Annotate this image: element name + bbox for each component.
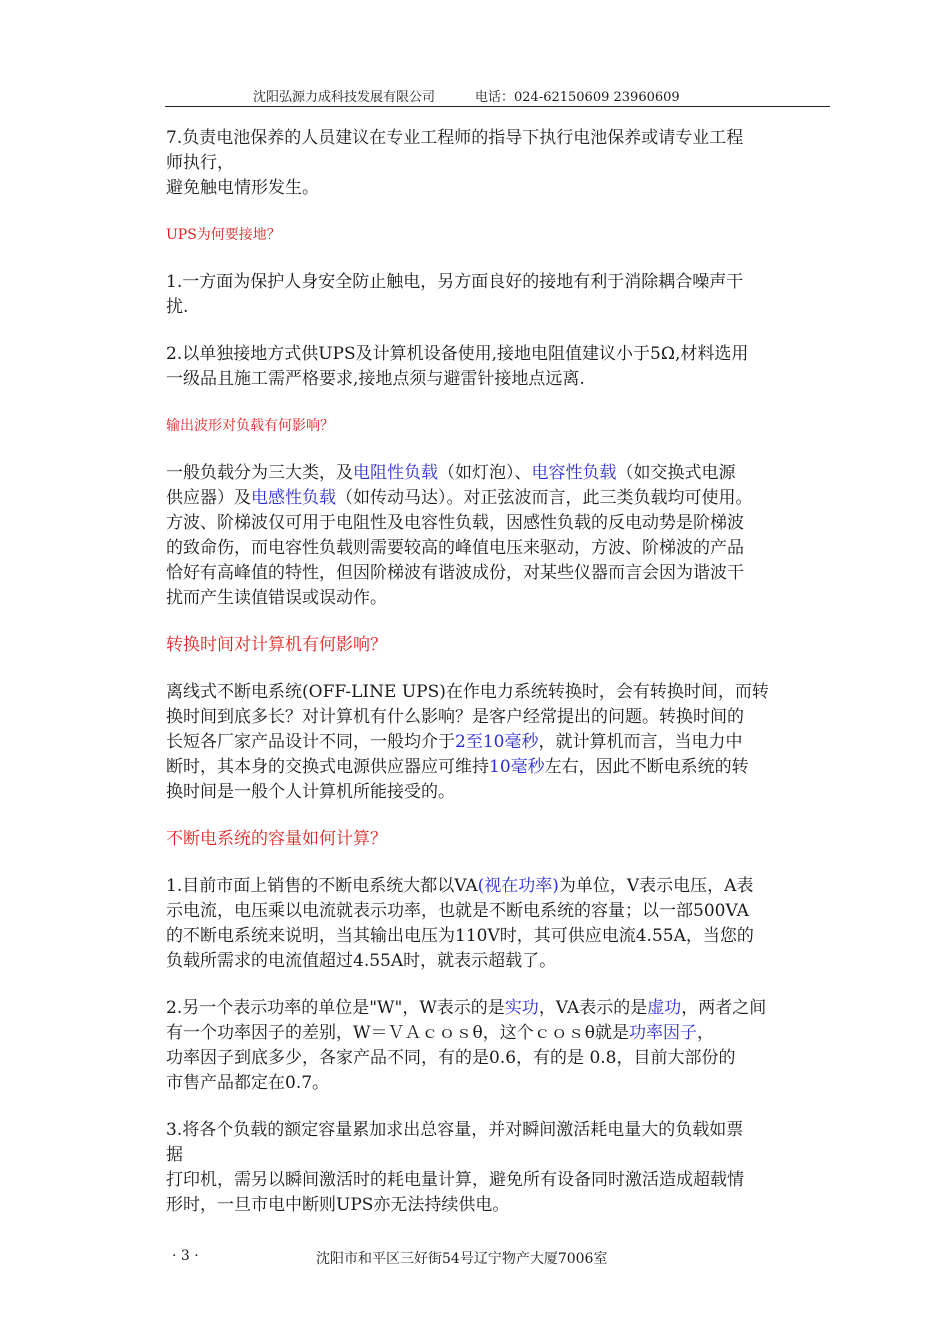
item-7-line: 避免触电情形发生。 (166, 178, 319, 198)
text-run: 断时，其本身的交换式电源供应器应可维持 (166, 757, 489, 777)
paragraph-line: 恰好有高峰值的特性，但因阶梯波有谐波成份，对某些仪器而言会因为谐波干 (166, 563, 744, 583)
page-header (165, 84, 830, 107)
section-heading-transfer-time: 转换时间对计算机有何影响？ (166, 635, 387, 655)
paragraph-line: 3.将各个负载的额定容量累加求出总容量，并对瞬间激活耗电量大的负载如票 (166, 1120, 744, 1140)
text-run: 1.目前市面上销售的不断电系统大都以VA (166, 876, 478, 896)
paragraph-line: 功率因子到底多少，各家产品不同，有的是0.6，有的是 0.8，目前大部份的 (166, 1048, 736, 1068)
paragraph-line: 扰. (166, 297, 189, 317)
text-run: ，VA表示的是 (538, 998, 648, 1018)
paragraph-line: 1.一方面为保护人身安全防止触电，另方面良好的接地有利于消除耦合噪声干 (166, 272, 744, 292)
paragraph-line: 扰而产生读值错误或误动作。 (166, 588, 387, 608)
text-run: 左右，因此不断电系统的转 (544, 757, 749, 777)
text-run: 一般负载分为三大类，及 (166, 463, 353, 483)
text-run: 为单位，V表示电压，A表 (558, 876, 754, 896)
item-7-line: 7.负责电池保养的人员建议在专业工程师的指导下执行电池保养或请专业工程 (166, 128, 744, 148)
highlight-reactive-power: 虚功 (647, 998, 682, 1018)
text-run: ， (696, 1023, 714, 1043)
paragraph-line (166, 755, 832, 780)
text-run: （如交换式电源 (616, 463, 736, 483)
item-7-line: 师执行， (166, 153, 234, 173)
highlight-power-factor: 功率因子 (628, 1023, 697, 1043)
footer-address: 沈阳市和平区三好街54号辽宁物产大厦7006室 (316, 1251, 608, 1267)
text-run: ，就计算机而言，当电力中 (538, 732, 743, 752)
paragraph-line (166, 1021, 832, 1046)
text-run: ，两者之间 (681, 998, 767, 1018)
paragraph-line: 的不断电系统来说明，当其输出电压为110V时，其可供应电流4.55A，当您的 (166, 926, 754, 946)
paragraph-line (166, 486, 832, 511)
paragraph-line: 据 (166, 1145, 183, 1165)
text-run: 2.另一个表示功率的单位是"W"，W表示的是 (166, 998, 505, 1018)
section-heading-grounding: UPS为何要接地？ (166, 227, 281, 243)
section-heading-waveform: 输出波形对负载有何影响？ (166, 418, 334, 434)
paragraph-line (166, 461, 832, 486)
highlight-capacitive-load: 电容性负载 (531, 463, 617, 483)
highlight-inductive-load: 电感性负载 (251, 488, 336, 508)
text-run: 长短各厂家产品设计不同，一般均介于 (166, 732, 455, 752)
section-heading-capacity: 不断电系统的容量如何计算？ (166, 829, 387, 849)
paragraph-line: 离线式不断电系统(OFF-LINE UPS)在作电力系统转换时，会有转换时间，而转 (166, 682, 769, 702)
text-run: （如传动马达）。对正弦波而言，此三类负载均可使用。 (336, 488, 753, 508)
paragraph-line: 方波、阶梯波仅可用于电阻性及电容性负载，因感性负载的反电动势是阶梯波 (166, 513, 744, 533)
paragraph-line: 负载所需求的电流值超过4.55A时，就表示超载了。 (166, 951, 557, 971)
paragraph-line: 一级品且施工需严格要求,接地点须与避雷针接地点远离. (166, 369, 585, 389)
document-body (166, 126, 832, 1218)
highlight-transfer-range: 2至10毫秒 (455, 732, 539, 752)
highlight-resistive-load: 电阻性负载 (353, 463, 438, 483)
paragraph-line (166, 996, 832, 1021)
page-number: · 3 · (172, 1248, 199, 1264)
highlight-real-power: 实功 (504, 998, 539, 1018)
paragraph-line (166, 874, 832, 899)
paragraph-line: 的致命伤，而电容性负载则需要较高的峰值电压来驱动，方波、阶梯波的产品 (166, 538, 744, 558)
paragraph-line: 示电流，电压乘以电流就表示功率，也就是不断电系统的容量；以一部500VA (166, 901, 749, 921)
paragraph-line: 换时间到底多长？对计算机有什么影响？是客户经常提出的问题。转换时间的 (166, 707, 744, 727)
phone-number: 电话：024-62150609 23960609 (475, 90, 680, 105)
highlight-hold-time: 10毫秒 (489, 757, 545, 777)
paragraph-line: 打印机，需另以瞬间激活时的耗电量计算，避免所有设备同时激活造成超载情 (166, 1170, 744, 1190)
paragraph-line (166, 730, 832, 755)
text-run: 有一个功率因子的差别，W＝ＶＡｃｏｓθ，这个ｃｏｓθ就是 (166, 1023, 629, 1043)
highlight-apparent-power: (视在功率) (477, 876, 559, 896)
text-run: 供应器）及 (166, 488, 251, 508)
paragraph-line: 形时，一旦市电中断则UPS亦无法持续供电。 (166, 1195, 510, 1215)
paragraph-line: 2.以单独接地方式供UPS及计算机设备使用,接地电阻值建议小于5Ω,材料选用 (166, 344, 749, 364)
text-run: （如灯泡）、 (438, 463, 532, 483)
paragraph-line: 换时间是一般个人计算机所能接受的。 (166, 782, 455, 802)
paragraph-line: 市售产品都定在0.7。 (166, 1073, 330, 1093)
company-name: 沈阳弘源力成科技发展有限公司 (253, 90, 436, 105)
